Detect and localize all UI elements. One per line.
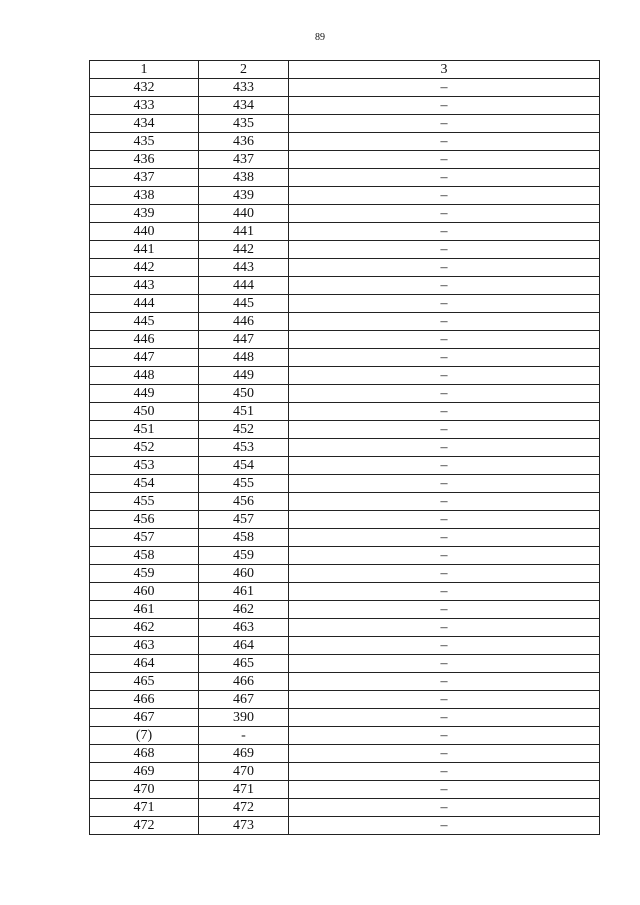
table-cell-col-2: 442: [199, 241, 289, 259]
table-cell-col-1: 433: [90, 97, 199, 115]
table-cell-col-1: 470: [90, 781, 199, 799]
table-cell-col-2: 451: [199, 403, 289, 421]
table-cell-col-3: –: [289, 187, 600, 205]
table-cell-col-2: 390: [199, 709, 289, 727]
table-cell-col-2: 473: [199, 817, 289, 835]
table-cell-col-2: 449: [199, 367, 289, 385]
table-cell-col-3: –: [289, 169, 600, 187]
table-cell-col-2: -: [199, 727, 289, 745]
table-cell-col-3: –: [289, 745, 600, 763]
table-cell-col-1: 455: [90, 493, 199, 511]
table-cell-col-3: –: [289, 673, 600, 691]
table-cell-col-2: 440: [199, 205, 289, 223]
table-cell-col-1: 441: [90, 241, 199, 259]
table-cell-col-1: 437: [90, 169, 199, 187]
table-cell-col-1: 443: [90, 277, 199, 295]
table-cell-col-3: –: [289, 385, 600, 403]
table-cell-col-3: –: [289, 493, 600, 511]
table-cell-col-3: –: [289, 223, 600, 241]
table-cell-col-2: 437: [199, 151, 289, 169]
table-cell-col-1: 442: [90, 259, 199, 277]
table-cell-col-2: 434: [199, 97, 289, 115]
table-cell-col-2: 470: [199, 763, 289, 781]
table-cell-col-3: –: [289, 637, 600, 655]
table-cell-col-1: 446: [90, 331, 199, 349]
table-cell-col-3: –: [289, 781, 600, 799]
table-cell-col-2: 438: [199, 169, 289, 187]
table-cell-col-2: 458: [199, 529, 289, 547]
table-cell-col-1: 438: [90, 187, 199, 205]
table-cell-col-1: 451: [90, 421, 199, 439]
table-row: [90, 493, 600, 511]
table-cell-col-1: 467: [90, 709, 199, 727]
table-row: [90, 133, 600, 151]
table-cell-col-2: 446: [199, 313, 289, 331]
table-row: [90, 79, 600, 97]
table-cell-col-2: 464: [199, 637, 289, 655]
table-cell-col-1: 465: [90, 673, 199, 691]
table-cell-col-2: 456: [199, 493, 289, 511]
table-cell-col-2: 469: [199, 745, 289, 763]
table-row: [90, 115, 600, 133]
table-row: [90, 547, 600, 565]
table-row: [90, 259, 600, 277]
table-cell-col-3: –: [289, 763, 600, 781]
table-cell-col-1: 454: [90, 475, 199, 493]
table-body: [90, 79, 600, 835]
table-cell-col-3: –: [289, 475, 600, 493]
table-row: [90, 565, 600, 583]
table-cell-col-3: –: [289, 295, 600, 313]
table-cell-col-3: –: [289, 367, 600, 385]
table-row: [90, 151, 600, 169]
table-cell-col-2: 466: [199, 673, 289, 691]
table-cell-col-1: 449: [90, 385, 199, 403]
table-cell-col-3: –: [289, 529, 600, 547]
table-row: [90, 637, 600, 655]
table-cell-col-2: 457: [199, 511, 289, 529]
table-cell-col-2: 447: [199, 331, 289, 349]
table-cell-col-1: 464: [90, 655, 199, 673]
table-row: [90, 205, 600, 223]
table-cell-col-1: 461: [90, 601, 199, 619]
table-row: [90, 169, 600, 187]
table-row: [90, 727, 600, 745]
table-cell-col-2: 444: [199, 277, 289, 295]
table-cell-col-1: 447: [90, 349, 199, 367]
table-cell-col-2: 433: [199, 79, 289, 97]
table-cell-col-1: 458: [90, 547, 199, 565]
table-cell-col-3: –: [289, 457, 600, 475]
table-row: [90, 439, 600, 457]
table-cell-col-3: –: [289, 277, 600, 295]
table-cell-col-1: 440: [90, 223, 199, 241]
table-cell-col-1: 472: [90, 817, 199, 835]
table-cell-col-2: 455: [199, 475, 289, 493]
table-cell-col-3: –: [289, 349, 600, 367]
table-cell-col-2: 463: [199, 619, 289, 637]
table-cell-col-1: 439: [90, 205, 199, 223]
table-row: [90, 799, 600, 817]
table-cell-col-3: –: [289, 817, 600, 835]
table-row: [90, 511, 600, 529]
table-cell-col-1: 469: [90, 763, 199, 781]
table-row: [90, 583, 600, 601]
table-cell-col-3: –: [289, 241, 600, 259]
table-cell-col-3: –: [289, 133, 600, 151]
table-cell-col-1: 456: [90, 511, 199, 529]
table-cell-col-3: –: [289, 691, 600, 709]
table-cell-col-2: 471: [199, 781, 289, 799]
table-cell-col-1: 450: [90, 403, 199, 421]
table-cell-col-2: 452: [199, 421, 289, 439]
table-cell-col-3: –: [289, 601, 600, 619]
table-row: [90, 187, 600, 205]
table-row: [90, 331, 600, 349]
table-cell-col-3: –: [289, 547, 600, 565]
table-cell-col-1: 460: [90, 583, 199, 601]
table-cell-col-2: 472: [199, 799, 289, 817]
table-cell-col-1: 462: [90, 619, 199, 637]
table-cell-col-1: 445: [90, 313, 199, 331]
table-cell-col-3: –: [289, 727, 600, 745]
table-cell-col-1: 459: [90, 565, 199, 583]
table-row: [90, 367, 600, 385]
table-row: [90, 241, 600, 259]
table-row: [90, 745, 600, 763]
table-row: [90, 457, 600, 475]
table-cell-col-3: –: [289, 421, 600, 439]
table-cell-col-2: 454: [199, 457, 289, 475]
table-row: [90, 385, 600, 403]
table-row: [90, 403, 600, 421]
table-row: [90, 817, 600, 835]
table-cell-col-2: 435: [199, 115, 289, 133]
table-cell-col-3: –: [289, 511, 600, 529]
table-cell-col-3: –: [289, 799, 600, 817]
table-cell-col-3: –: [289, 331, 600, 349]
table-cell-col-3: –: [289, 259, 600, 277]
table-cell-col-3: –: [289, 151, 600, 169]
column-header-1: 1: [90, 61, 199, 79]
table-row: [90, 349, 600, 367]
table-header: [90, 61, 600, 79]
table-row: [90, 295, 600, 313]
table-cell-col-2: 436: [199, 133, 289, 151]
table-cell-col-3: –: [289, 709, 600, 727]
header-row: [90, 61, 600, 79]
column-header-3: 3: [289, 61, 600, 79]
table-cell-col-1: 457: [90, 529, 199, 547]
table-cell-col-3: –: [289, 619, 600, 637]
table-row: [90, 619, 600, 637]
table-row: [90, 709, 600, 727]
table-cell-col-2: 439: [199, 187, 289, 205]
table-cell-col-1: 435: [90, 133, 199, 151]
table-row: [90, 421, 600, 439]
table-cell-col-2: 462: [199, 601, 289, 619]
page-number: 89: [315, 32, 325, 43]
table-cell-col-2: 461: [199, 583, 289, 601]
table-cell-col-1: (7): [90, 727, 199, 745]
table-cell-col-2: 465: [199, 655, 289, 673]
table-row: [90, 277, 600, 295]
table-cell-col-3: –: [289, 97, 600, 115]
table-cell-col-1: 453: [90, 457, 199, 475]
column-header-2: 2: [199, 61, 289, 79]
table-row: [90, 475, 600, 493]
table-cell-col-3: –: [289, 655, 600, 673]
table-cell-col-1: 434: [90, 115, 199, 133]
table-cell-col-1: 444: [90, 295, 199, 313]
table-cell-col-2: 467: [199, 691, 289, 709]
table-cell-col-1: 432: [90, 79, 199, 97]
table-cell-col-2: 443: [199, 259, 289, 277]
table-cell-col-3: –: [289, 115, 600, 133]
table-cell-col-1: 448: [90, 367, 199, 385]
table-cell-col-1: 468: [90, 745, 199, 763]
table-cell-col-2: 460: [199, 565, 289, 583]
table-cell-col-3: –: [289, 79, 600, 97]
table-cell-col-1: 466: [90, 691, 199, 709]
table-row: [90, 97, 600, 115]
table-cell-col-3: –: [289, 403, 600, 421]
table-row: [90, 691, 600, 709]
table-cell-col-1: 436: [90, 151, 199, 169]
table-row: [90, 601, 600, 619]
table-cell-col-2: 459: [199, 547, 289, 565]
table-row: [90, 673, 600, 691]
table-cell-col-1: 463: [90, 637, 199, 655]
table-row: [90, 763, 600, 781]
table-cell-col-3: –: [289, 313, 600, 331]
table-row: [90, 529, 600, 547]
table-cell-col-2: 453: [199, 439, 289, 457]
table-cell-col-3: –: [289, 205, 600, 223]
table-cell-col-3: –: [289, 583, 600, 601]
table-cell-col-1: 452: [90, 439, 199, 457]
table-cell-col-2: 441: [199, 223, 289, 241]
table-row: [90, 655, 600, 673]
data-table: [89, 60, 600, 835]
table-row: [90, 223, 600, 241]
table-cell-col-2: 448: [199, 349, 289, 367]
table-cell-col-2: 450: [199, 385, 289, 403]
table-cell-col-1: 471: [90, 799, 199, 817]
table-row: [90, 781, 600, 799]
table-cell-col-2: 445: [199, 295, 289, 313]
table-row: [90, 313, 600, 331]
table-cell-col-3: –: [289, 439, 600, 457]
table-cell-col-3: –: [289, 565, 600, 583]
